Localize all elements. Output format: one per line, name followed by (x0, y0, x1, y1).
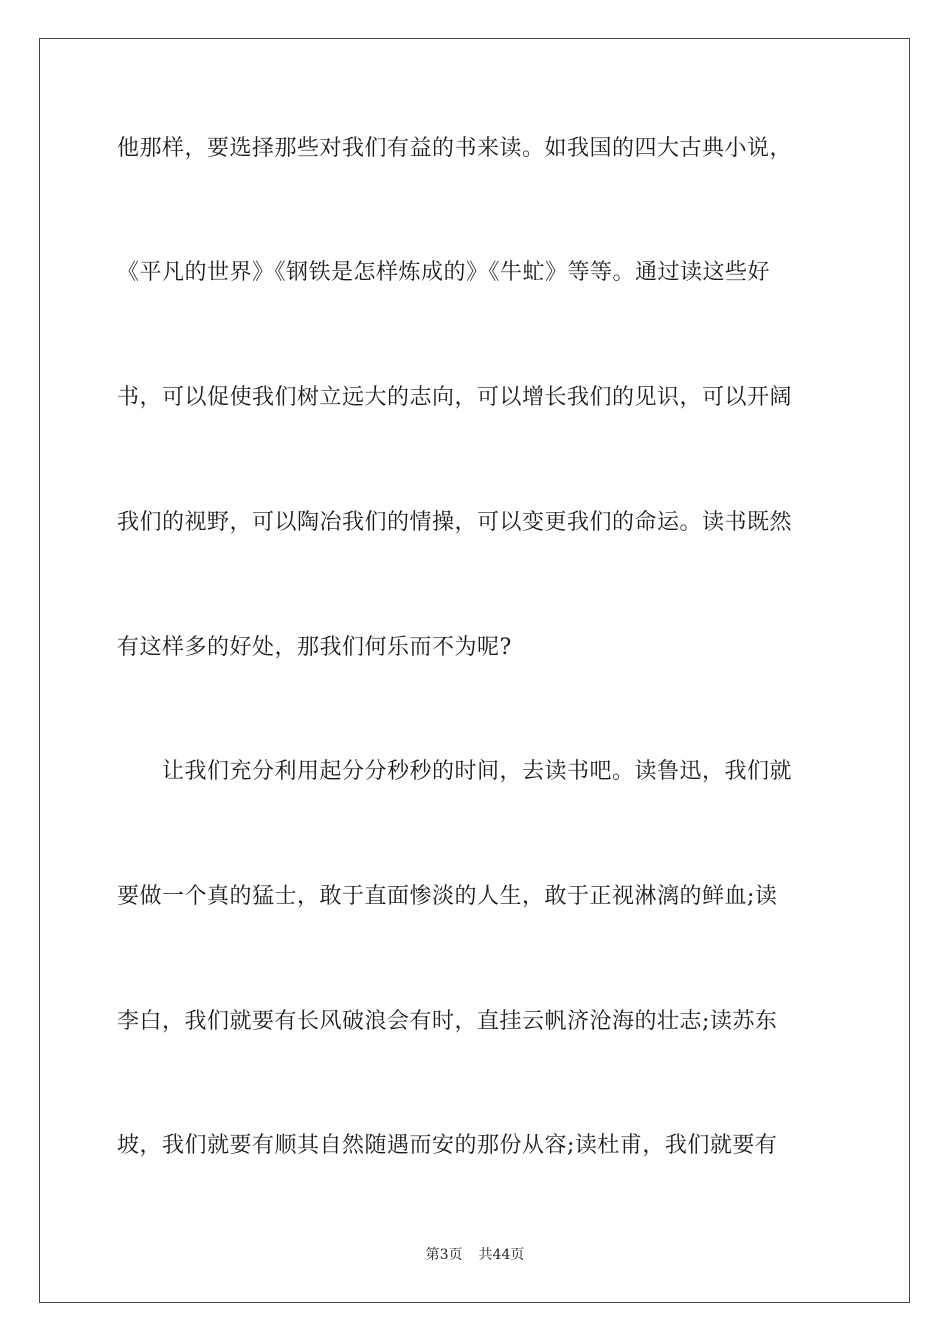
total-pages: 共44页 (478, 1247, 525, 1263)
page-footer (0, 1246, 950, 1264)
text-line: 有这样多的好处，那我们何乐而不为呢? (117, 635, 512, 660)
text-line: 书，可以促使我们树立远大的志向，可以增长我们的见识，可以开阔 (117, 385, 793, 410)
text-line: 《平凡的世界》《钢铁是怎样炼成的》《牛虻》等等。通过读这些好 (117, 260, 771, 285)
text-line: 李白，我们就要有长风破浪会有时，直挂云帆济沧海的壮志;读苏东 (117, 1009, 778, 1034)
text-line: 要做一个真的猛士，敢于直面惨淡的人生，敢于正视淋漓的鲜血;读 (117, 884, 778, 909)
text-line: 让我们充分利用起分分秒秒的时间，去读书吧。读鲁迅，我们就 (162, 759, 793, 784)
text-line: 我们的视野，可以陶冶我们的情操，可以变更我们的命运。读书既然 (117, 510, 793, 535)
page-number: 第3页 (425, 1247, 463, 1263)
text-line: 他那样，要选择那些对我们有益的书来读。如我国的四大古典小说， (117, 136, 793, 161)
text-line: 坡，我们就要有顺其自然随遇而安的那份从容;读杜甫，我们就要有 (117, 1133, 778, 1158)
page-border (39, 38, 910, 1303)
